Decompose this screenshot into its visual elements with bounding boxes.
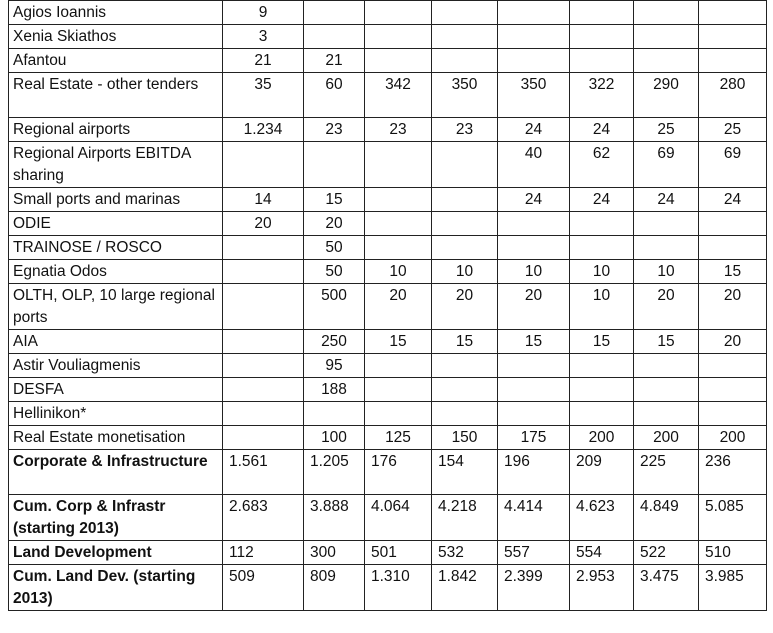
table-cell: 10 (570, 284, 634, 330)
summary-cell: 2.953 (570, 565, 634, 611)
table-cell: 188 (304, 378, 365, 402)
table-cell: 95 (304, 354, 365, 378)
table-cell (634, 378, 699, 402)
row-label: Real Estate monetisation (9, 426, 223, 450)
table-row (9, 188, 767, 212)
row-label: Agios Ioannis (9, 1, 223, 25)
table-cell (365, 25, 432, 49)
table-cell (699, 1, 767, 25)
table-cell (365, 212, 432, 236)
table-cell: 9 (223, 1, 304, 25)
table-cell (634, 212, 699, 236)
table-cell (498, 212, 570, 236)
summary-row-label: Cum. Corp & Infrastr (starting 2013) (9, 495, 223, 541)
table-cell (432, 402, 498, 426)
table-cell (365, 236, 432, 260)
summary-cell: 1.561 (223, 450, 304, 495)
summary-cell: 1.205 (304, 450, 365, 495)
table-cell (498, 236, 570, 260)
summary-row-label: Land Development (9, 541, 223, 565)
summary-cell: 209 (570, 450, 634, 495)
table-cell: 150 (432, 426, 498, 450)
table-cell: 50 (304, 236, 365, 260)
summary-cell: 196 (498, 450, 570, 495)
table-cell: 200 (634, 426, 699, 450)
table-row (9, 378, 767, 402)
table-row (9, 118, 767, 142)
table-cell (570, 1, 634, 25)
row-label: OLTH, OLP, 10 large regional ports (9, 284, 223, 330)
table-cell (365, 354, 432, 378)
summary-cell: 522 (634, 541, 699, 565)
table-cell: 10 (570, 260, 634, 284)
table-cell (223, 142, 304, 188)
table-cell (570, 354, 634, 378)
table-cell (498, 1, 570, 25)
table-cell: 14 (223, 188, 304, 212)
table-cell (304, 142, 365, 188)
row-label: Real Estate - other tenders (9, 73, 223, 118)
table-cell: 350 (498, 73, 570, 118)
table-cell (699, 25, 767, 49)
table-cell (432, 1, 498, 25)
table-cell: 1.234 (223, 118, 304, 142)
table-row (9, 284, 767, 330)
summary-cell: 225 (634, 450, 699, 495)
table-cell: 15 (304, 188, 365, 212)
table-cell: 20 (432, 284, 498, 330)
table-cell: 20 (223, 212, 304, 236)
table-cell (699, 49, 767, 73)
table-cell (699, 402, 767, 426)
table-cell (365, 378, 432, 402)
table-cell: 23 (365, 118, 432, 142)
summary-cell: 4.849 (634, 495, 699, 541)
table-cell: 15 (498, 330, 570, 354)
row-label: Small ports and marinas (9, 188, 223, 212)
table-row (9, 49, 767, 73)
document-page (8, 0, 767, 611)
table-cell (699, 236, 767, 260)
summary-cell: 4.064 (365, 495, 432, 541)
summary-cell: 2.399 (498, 565, 570, 611)
summary-cell: 3.985 (699, 565, 767, 611)
table-cell (432, 236, 498, 260)
summary-cell: 236 (699, 450, 767, 495)
summary-cell: 2.683 (223, 495, 304, 541)
table-cell (699, 354, 767, 378)
table-cell: 25 (634, 118, 699, 142)
table-cell (570, 212, 634, 236)
table-row (9, 73, 767, 118)
summary-cell: 3.888 (304, 495, 365, 541)
summary-cell: 809 (304, 565, 365, 611)
table-cell: 23 (432, 118, 498, 142)
summary-cell: 176 (365, 450, 432, 495)
table-cell: 21 (304, 49, 365, 73)
table-row (9, 260, 767, 284)
table-cell (498, 354, 570, 378)
table-cell (570, 49, 634, 73)
table-cell: 35 (223, 73, 304, 118)
row-label: Xenia Skiathos (9, 25, 223, 49)
table-cell (223, 426, 304, 450)
data-table (8, 0, 767, 611)
table-cell: 125 (365, 426, 432, 450)
table-cell: 62 (570, 142, 634, 188)
table-cell (699, 212, 767, 236)
table-cell: 10 (432, 260, 498, 284)
table-cell: 24 (570, 118, 634, 142)
table-cell (634, 1, 699, 25)
table-row (9, 25, 767, 49)
summary-cell: 4.623 (570, 495, 634, 541)
table-cell (223, 284, 304, 330)
table-cell: 20 (498, 284, 570, 330)
table-cell (223, 354, 304, 378)
table-cell (432, 212, 498, 236)
table-cell: 69 (634, 142, 699, 188)
row-label: ODIE (9, 212, 223, 236)
table-cell (498, 402, 570, 426)
table-cell: 50 (304, 260, 365, 284)
table-row (9, 426, 767, 450)
table-cell: 175 (498, 426, 570, 450)
summary-row (9, 450, 767, 495)
table-row (9, 236, 767, 260)
table-cell (634, 402, 699, 426)
table-cell (634, 25, 699, 49)
row-label: AIA (9, 330, 223, 354)
table-cell (432, 188, 498, 212)
table-cell: 322 (570, 73, 634, 118)
table-cell: 250 (304, 330, 365, 354)
table-cell (432, 142, 498, 188)
table-cell: 24 (498, 118, 570, 142)
summary-cell: 510 (699, 541, 767, 565)
summary-cell: 154 (432, 450, 498, 495)
table-cell (365, 188, 432, 212)
table-row (9, 212, 767, 236)
table-row (9, 354, 767, 378)
row-label: Regional airports (9, 118, 223, 142)
table-cell: 100 (304, 426, 365, 450)
table-cell (223, 402, 304, 426)
table-cell (570, 25, 634, 49)
summary-cell: 4.414 (498, 495, 570, 541)
table-cell: 15 (432, 330, 498, 354)
table-cell: 24 (570, 188, 634, 212)
table-cell: 21 (223, 49, 304, 73)
table-cell (223, 330, 304, 354)
table-cell: 69 (699, 142, 767, 188)
table-row (9, 330, 767, 354)
table-cell: 24 (498, 188, 570, 212)
row-label: DESFA (9, 378, 223, 402)
table-cell: 200 (570, 426, 634, 450)
summary-cell: 3.475 (634, 565, 699, 611)
table-cell: 25 (699, 118, 767, 142)
summary-row-label: Cum. Land Dev. (starting 2013) (9, 565, 223, 611)
row-label: Egnatia Odos (9, 260, 223, 284)
table-cell (634, 49, 699, 73)
table-cell (365, 142, 432, 188)
table-cell: 500 (304, 284, 365, 330)
summary-cell: 5.085 (699, 495, 767, 541)
table-row (9, 402, 767, 426)
row-label: Astir Vouliagmenis (9, 354, 223, 378)
table-cell (432, 378, 498, 402)
table-cell: 10 (498, 260, 570, 284)
table-cell (432, 49, 498, 73)
row-label: Afantou (9, 49, 223, 73)
table-cell (498, 25, 570, 49)
table-cell (699, 378, 767, 402)
summary-row-label: Corporate & Infrastructure (9, 450, 223, 495)
table-cell (634, 354, 699, 378)
summary-cell: 300 (304, 541, 365, 565)
summary-cell: 501 (365, 541, 432, 565)
table-cell: 23 (304, 118, 365, 142)
row-label: Hellinikon* (9, 402, 223, 426)
table-cell (365, 1, 432, 25)
summary-row (9, 495, 767, 541)
summary-cell: 1.842 (432, 565, 498, 611)
table-body (9, 1, 767, 611)
table-cell: 10 (634, 260, 699, 284)
table-cell (570, 236, 634, 260)
table-cell: 20 (365, 284, 432, 330)
table-cell: 15 (634, 330, 699, 354)
table-cell: 15 (365, 330, 432, 354)
summary-row (9, 565, 767, 611)
summary-cell: 1.310 (365, 565, 432, 611)
table-cell (304, 402, 365, 426)
table-cell: 24 (634, 188, 699, 212)
table-cell: 20 (634, 284, 699, 330)
table-cell (223, 236, 304, 260)
summary-cell: 4.218 (432, 495, 498, 541)
table-cell: 350 (432, 73, 498, 118)
row-label: Regional Airports EBITDA sharing (9, 142, 223, 188)
table-cell (498, 378, 570, 402)
table-cell: 40 (498, 142, 570, 188)
table-cell: 200 (699, 426, 767, 450)
summary-cell: 112 (223, 541, 304, 565)
table-cell: 10 (365, 260, 432, 284)
table-cell (365, 402, 432, 426)
table-cell (223, 378, 304, 402)
table-cell: 60 (304, 73, 365, 118)
table-cell: 15 (570, 330, 634, 354)
table-cell: 20 (699, 284, 767, 330)
summary-cell: 557 (498, 541, 570, 565)
table-cell: 290 (634, 73, 699, 118)
table-cell: 24 (699, 188, 767, 212)
table-row (9, 142, 767, 188)
table-row (9, 1, 767, 25)
table-cell (223, 260, 304, 284)
row-label: TRAINOSE / ROSCO (9, 236, 223, 260)
table-cell (498, 49, 570, 73)
table-cell: 15 (699, 260, 767, 284)
table-cell: 20 (699, 330, 767, 354)
summary-row (9, 541, 767, 565)
table-cell (304, 25, 365, 49)
table-cell (432, 25, 498, 49)
table-cell (304, 1, 365, 25)
table-cell (365, 49, 432, 73)
table-cell (634, 236, 699, 260)
table-cell: 342 (365, 73, 432, 118)
summary-cell: 509 (223, 565, 304, 611)
table-cell: 280 (699, 73, 767, 118)
summary-cell: 554 (570, 541, 634, 565)
table-cell: 20 (304, 212, 365, 236)
summary-cell: 532 (432, 541, 498, 565)
table-cell (570, 378, 634, 402)
table-cell: 3 (223, 25, 304, 49)
table-cell (432, 354, 498, 378)
table-cell (570, 402, 634, 426)
